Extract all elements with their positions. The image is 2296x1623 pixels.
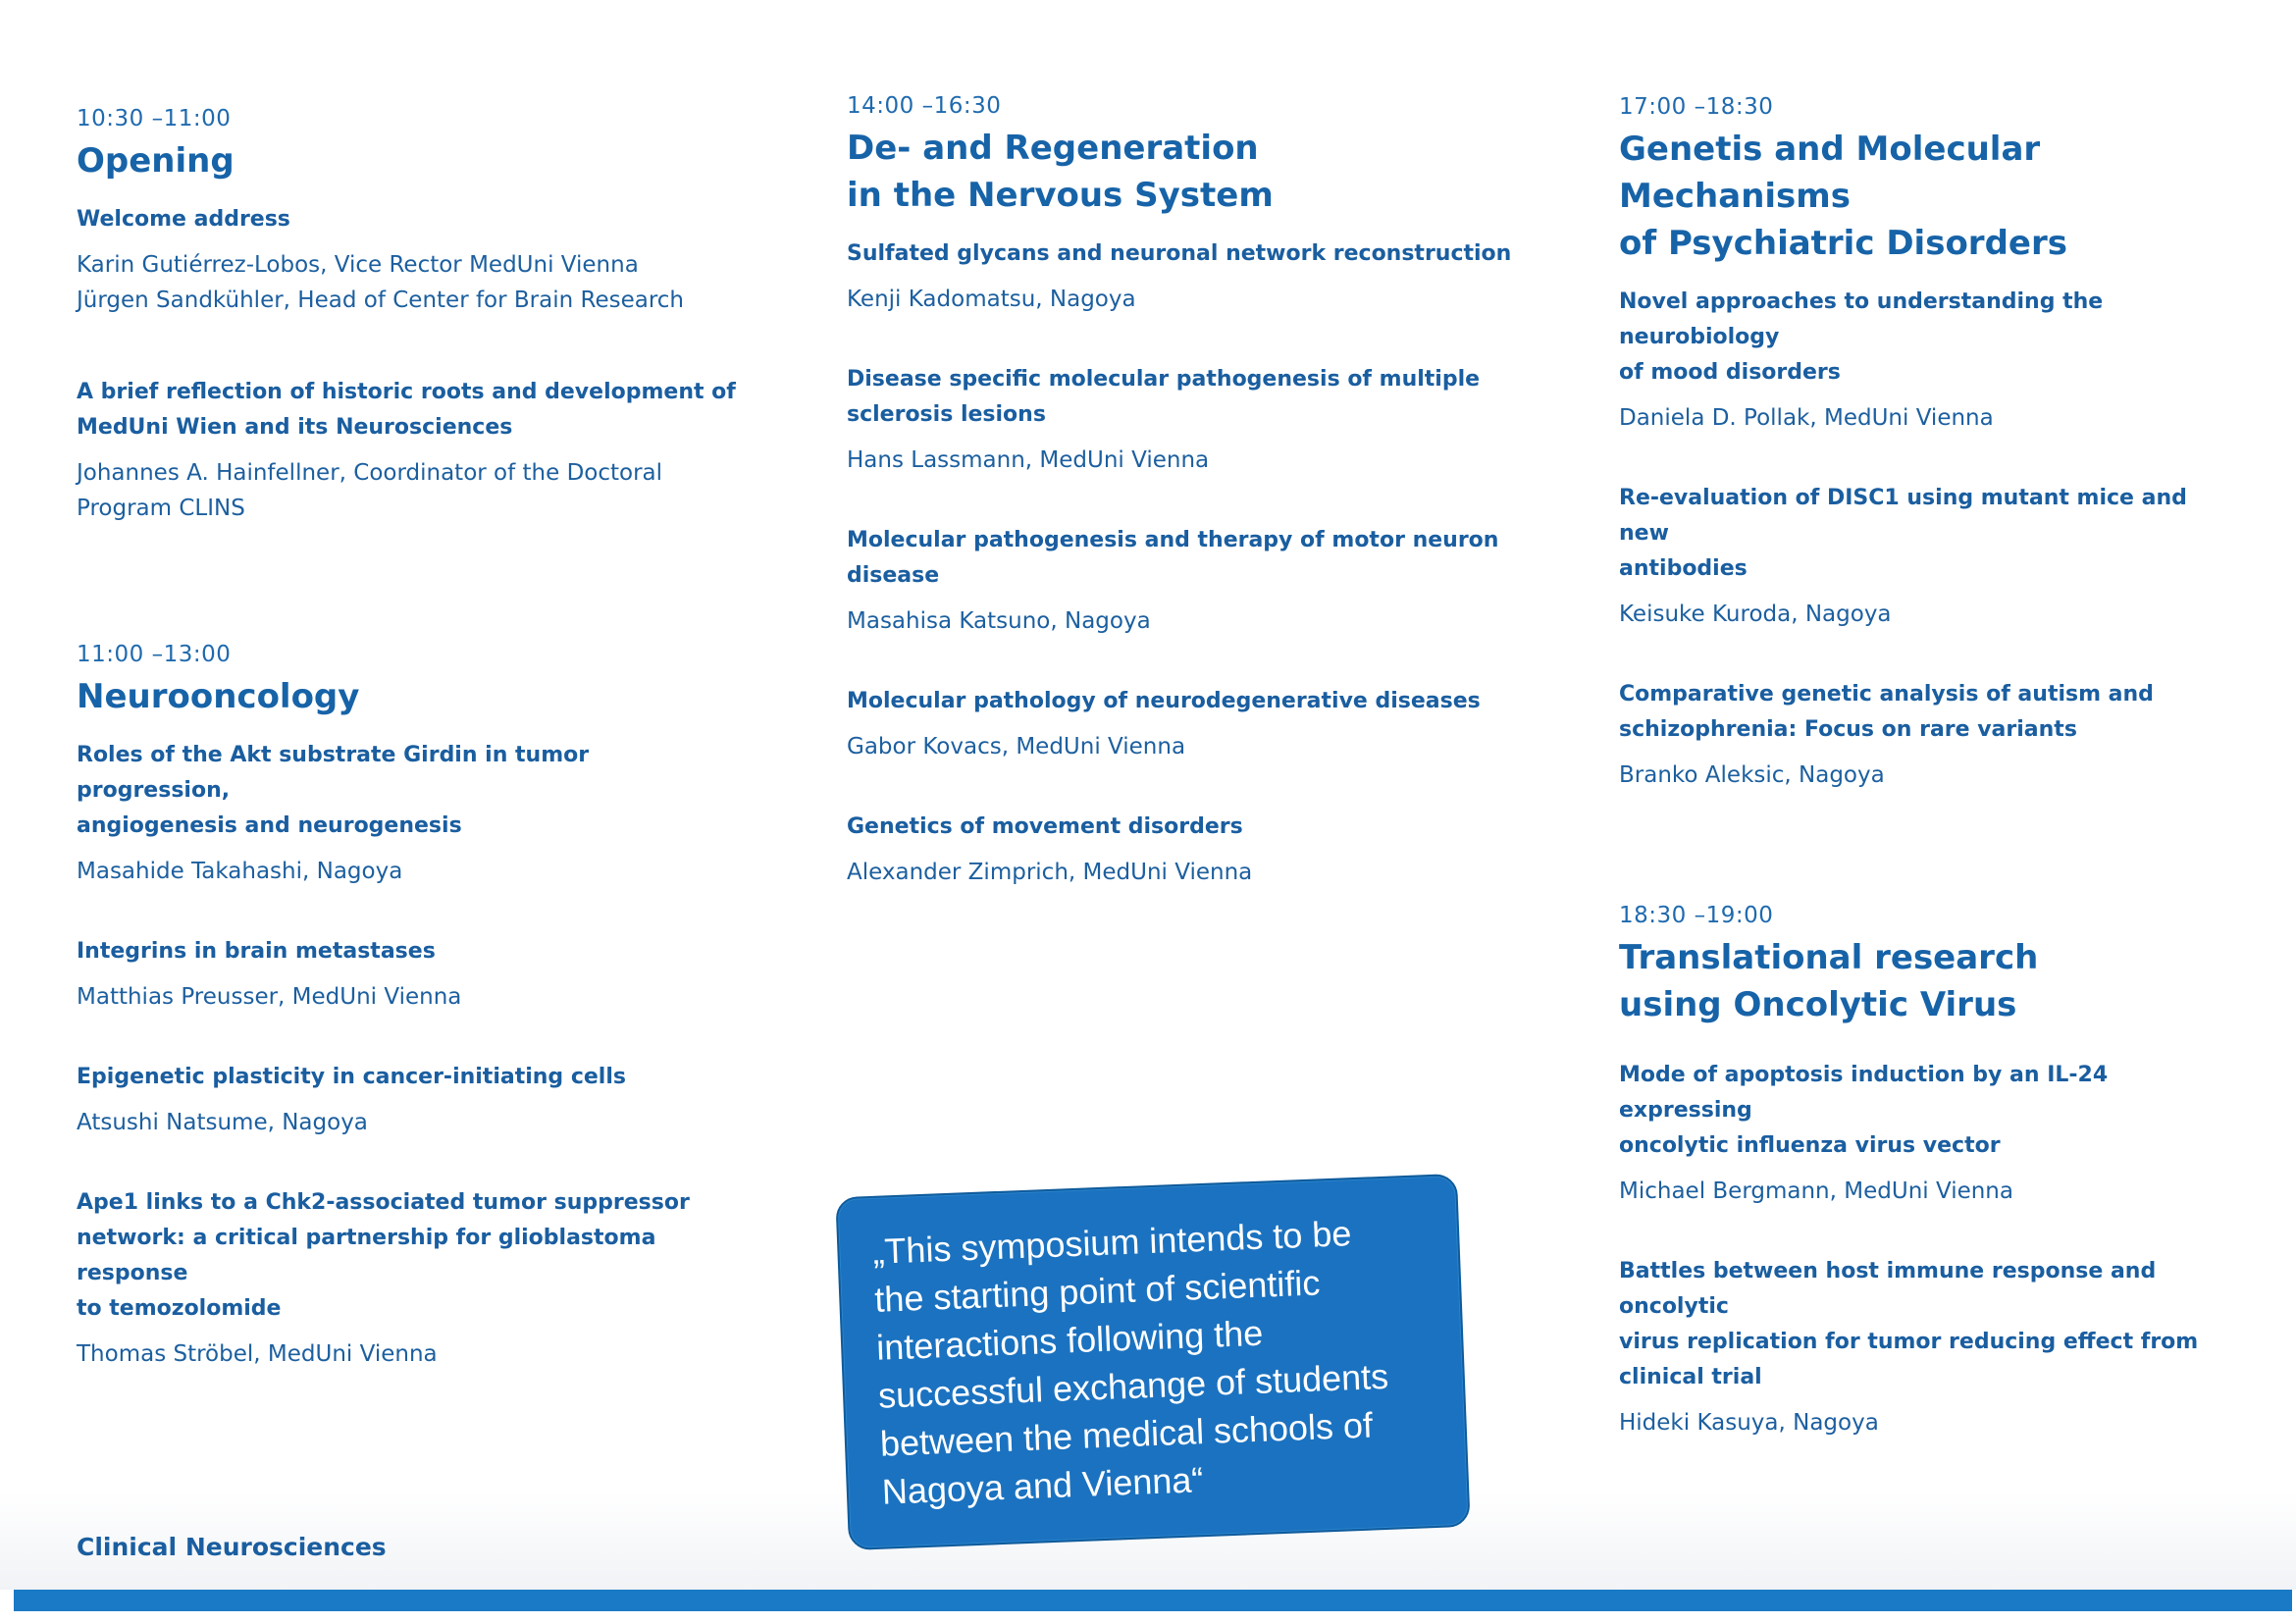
session-time: 14:00 –16:30 (847, 93, 1002, 119)
speaker: Hideki Kasuya, Nagoya (1619, 1410, 1879, 1436)
talk-title: Mode of apoptosis induction by an IL-24 expressing (1619, 1063, 2109, 1123)
speaker: Kenji Kadomatsu, Nagoya (847, 287, 1136, 312)
talk-title: Molecular pathogenesis and therapy of motor neuron (847, 528, 1499, 552)
quote-line: interactions following the (875, 1312, 1264, 1368)
talk-title: Disease specific molecular pathogenesis of multiple (847, 367, 1481, 392)
talk-title: A brief reflection of historic roots and development of (77, 380, 736, 404)
talk-title: Integrins in brain metastases (77, 939, 436, 964)
session-title: using Oncolytic Virus (1619, 985, 2017, 1024)
column-right (1619, 94, 2208, 1440)
speaker: Matthias Preusser, MedUni Vienna (77, 984, 462, 1010)
speaker: Jürgen Sandkühler, Head of Center for Brain Research (77, 288, 685, 313)
quote-box (835, 1174, 1470, 1550)
session-title: De- and Regeneration (847, 129, 1259, 168)
speaker: Daniela D. Pollak, MedUni Vienna (1619, 405, 1994, 431)
session-time: 11:00 –13:00 (77, 642, 232, 667)
talk-title: Sulfated glycans and neuronal network reconstruction (847, 241, 1512, 266)
session-time: 17:00 –18:30 (1619, 94, 1774, 120)
speaker: Branko Aleksic, Nagoya (1619, 762, 1885, 788)
talk-title: Battles between host immune response and oncolytic (1619, 1259, 2157, 1319)
speaker: Thomas Ströbel, MedUni Vienna (77, 1341, 438, 1367)
talk-title: Ape1 links to a Chk2-associated tumor suppressor (77, 1190, 690, 1215)
session-title: Translational research (1619, 938, 2039, 977)
talk-title: sclerosis lesions (847, 402, 1046, 427)
session-title: in the Nervous System (847, 176, 1274, 215)
speaker: Hans Lassmann, MedUni Vienna (847, 447, 1210, 473)
quote-line: between the medical schools of (879, 1404, 1374, 1464)
session-title: Neurooncology (77, 677, 360, 716)
speaker: Masahide Takahashi, Nagoya (77, 859, 403, 884)
talk-title: angiogenesis and neurogenesis (77, 813, 462, 838)
talk-title: of mood disorders (1619, 360, 1841, 385)
quote-text (872, 1206, 1452, 1516)
talk-title: Genetics of movement disorders (847, 814, 1243, 839)
talk-title: network: a critical partnership for glioblastoma response (77, 1226, 656, 1285)
session-time: 18:30 –19:00 (1619, 903, 1774, 928)
talk-title: antibodies (1619, 556, 1748, 581)
talk-title: Molecular pathology of neurodegenerative diseases (847, 689, 1481, 713)
speaker: Gabor Kovacs, MedUni Vienna (847, 734, 1186, 759)
talk-title: oncolytic influenza virus vector (1619, 1133, 2001, 1158)
speaker: Keisuke Kuroda, Nagoya (1619, 602, 1892, 627)
session-time: 10:30 –11:00 (77, 106, 232, 131)
speaker: Atsushi Natsume, Nagoya (77, 1110, 368, 1135)
speaker: Karin Gutiérrez-Lobos, Vice Rector MedUni Vienna (77, 252, 639, 278)
talk-title: disease (847, 563, 940, 588)
quote-line: Nagoya and Vienna“ (881, 1459, 1205, 1512)
talk-title: schizophrenia: Focus on rare variants (1619, 717, 2077, 742)
session-title: Genetis and Molecular Mechanisms (1619, 130, 2041, 216)
talk-title: to temozolomide (77, 1296, 282, 1321)
quote-line: „This symposium intends to be (871, 1213, 1353, 1272)
speaker: Program CLINS (77, 496, 245, 521)
quote-line: the starting point of scientific (873, 1262, 1322, 1320)
speaker: Michael Bergmann, MedUni Vienna (1619, 1178, 2013, 1204)
talk-title: Comparative genetic analysis of autism and (1619, 682, 2154, 707)
session-title: Opening (77, 141, 235, 181)
footer-label: Clinical Neurosciences (77, 1533, 387, 1561)
talk-title: virus replication for tumor reducing effect from (1619, 1330, 2199, 1354)
talk-title: Epigenetic plasticity in cancer-initiating cells (77, 1065, 626, 1089)
column-left (77, 106, 744, 1372)
speaker: Johannes A. Hainfellner, Coordinator of the Doctoral (77, 460, 663, 486)
column-middle (847, 93, 1534, 890)
talk-title: Re-evaluation of DISC1 using mutant mice and new (1619, 486, 2187, 546)
talk-title: Welcome address (77, 207, 290, 232)
talk-title: clinical trial (1619, 1365, 1762, 1389)
session-title: of Psychiatric Disorders (1619, 224, 2067, 263)
talk-title: MedUni Wien and its Neurosciences (77, 415, 513, 440)
bottom-bar (14, 1590, 2292, 1611)
speaker: Alexander Zimprich, MedUni Vienna (847, 860, 1253, 885)
speaker: Masahisa Katsuno, Nagoya (847, 608, 1151, 634)
talk-title: Roles of the Akt substrate Girdin in tumor progression, (77, 743, 590, 803)
quote-line: successful exchange of students (877, 1355, 1389, 1416)
talk-title: Novel approaches to understanding the neurobiology (1619, 289, 2104, 349)
